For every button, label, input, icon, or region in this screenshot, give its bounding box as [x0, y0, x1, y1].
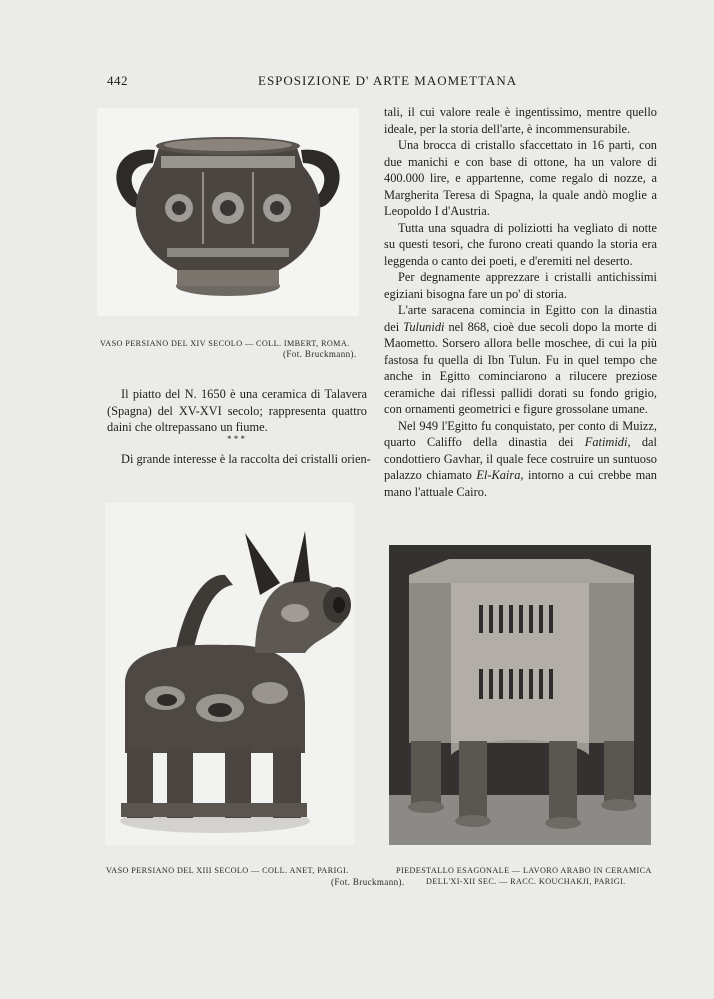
animal-vase-illustration — [105, 503, 355, 845]
pedestal-photo — [389, 545, 651, 845]
p6-dynasty-name: Fatimidi — [584, 435, 628, 449]
section-separator: * * * — [227, 434, 245, 444]
p5-text-a: L'arte saracena comincia in Egitto con la dinastia dei — [384, 303, 657, 334]
right-paragraph-6 — [384, 418, 657, 501]
cristalli-paragraph-start: Di grande interesse è la raccolta dei cristalli orien- — [121, 452, 371, 466]
p6-text-c: , intorno a cui crebbe man mano l'attuale Cairo. — [384, 468, 657, 499]
animal-vase-caption: VASO PERSIANO DEL XIII SECOLO — COLL. ANET, PARIGI. — [106, 866, 349, 875]
p6-palace-name: El-Kaira — [476, 468, 521, 482]
right-paragraph-4: Per degnamente apprezzare i cristalli antichissimi egiziani bisogna fare un po' di storia. — [384, 270, 657, 301]
p6-text-a: Nel 949 l'Egitto fu conquistato, per conto di Muizz, quarto Califfo della dinastia dei — [384, 418, 657, 449]
animal-vase-photo — [105, 503, 355, 845]
pedestal-caption-line-2: DELL'XI-XII SEC. — RACC. KOUCHAKJI, PARIGI. — [426, 877, 626, 886]
vase-illustration — [97, 108, 359, 316]
page-number: 442 — [107, 73, 128, 88]
pedestal-illustration — [389, 545, 651, 845]
animal-vase-credit: (Fot. Bruckmann). — [331, 877, 405, 887]
p5-dynasty-name: Tulunidi — [403, 319, 445, 334]
right-paragraph-1: tali, il cui valore reale è ingentissimo, mentre quello ideale, per la storia dell'arte, è incommensurabile. — [384, 105, 657, 136]
right-paragraph-2: Una brocca di cristallo sfaccettato in 16 parti, con due manichi e con base di ottone, ha un valore di 400.000 lire, e appartenne, come regalo di nozze, a Margherita Teresa di Spagna, la quale andò moglie a Leopoldo I d'Austria. — [384, 138, 657, 218]
pedestal-caption-line-1: PIEDESTALLO ESAGONALE — LAVORO ARABO IN CERAMICA — [396, 866, 652, 875]
running-title: ESPOSIZIONE D' ARTE MAOMETTANA — [258, 73, 518, 88]
vase-credit: (Fot. Bruckmann). — [283, 349, 357, 359]
talavera-paragraph: Il piatto del N. 1650 è una ceramica di Talavera (Spagna) del XV-XVI secolo; rappresenta quattro daini che oltrepassano un fiume. — [107, 387, 367, 434]
right-paragraph-5 — [384, 302, 657, 418]
right-column-text — [384, 104, 657, 500]
vase-caption: VASO PERSIANO DEL XIV SECOLO — COLL. IMBERT, ROMA. — [100, 339, 350, 348]
right-paragraph-3: Tutta una squadra di poliziotti ha vegliato di notte su questi tesori, che furono creati quando la storia era leggenda o canto dei poeti, e d'eremiti nel deserto. — [384, 220, 657, 268]
vase-photo — [97, 108, 359, 316]
left-paragraph-2 — [107, 451, 371, 468]
p6-text-b: , dal condottiero Gavhar, il quale fece costruire un suntuoso palazzo chiamato — [384, 435, 657, 482]
left-paragraph-1 — [107, 386, 367, 436]
p5-text-b: nel 868, cioè due secoli dopo la morte di Maometto. Sorsero allora belle moschee, di cui la più fastosa fu quella di Ibn Tulun. Fu in quel tempo che anche in Egitto cominciarono a rilucere preziose ceramiche dai riflessi pallidi dorati su fondo grigio, con ornamenti geometrici e figure grossolane umane. — [384, 319, 657, 416]
